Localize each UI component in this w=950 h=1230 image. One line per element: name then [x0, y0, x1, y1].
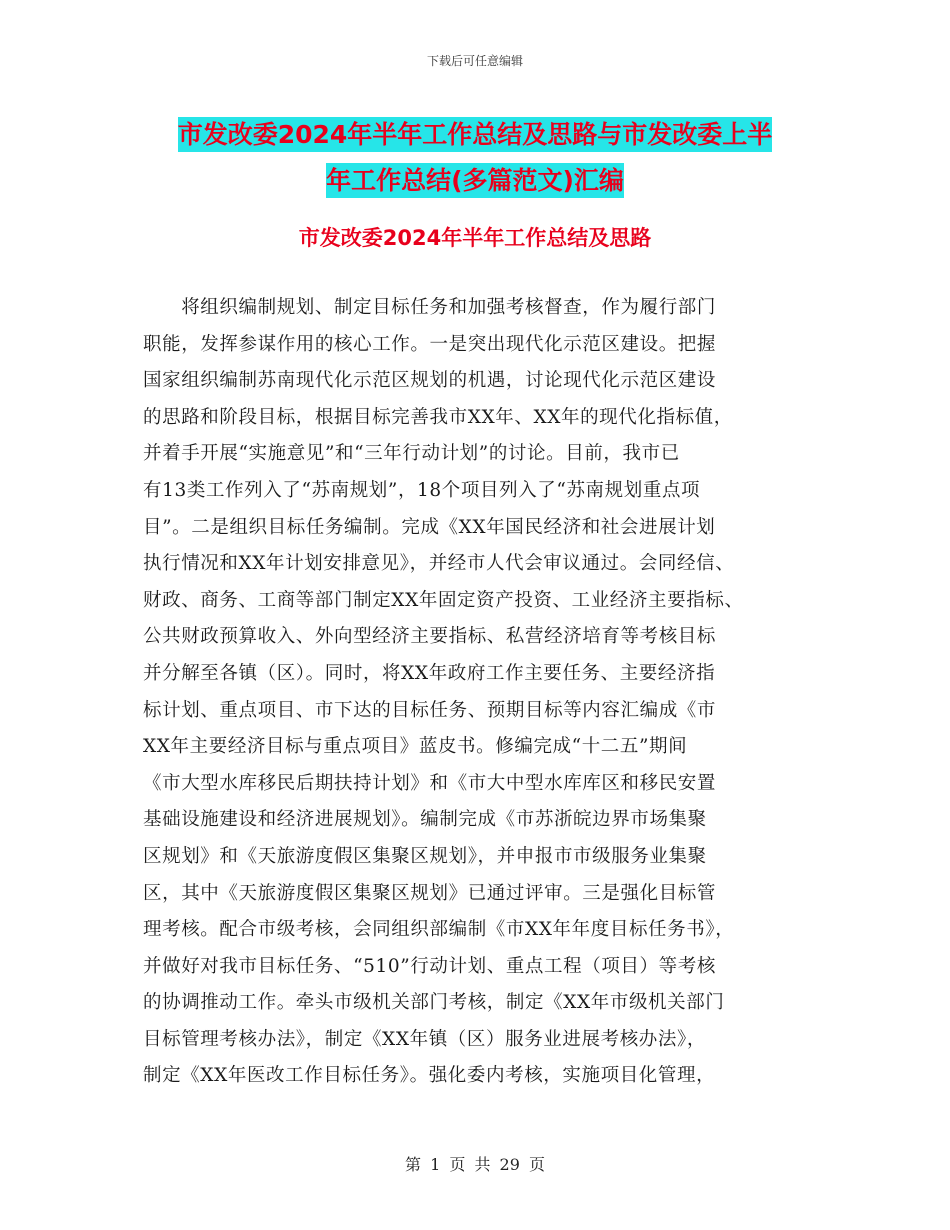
- body-line: 的思路和阶段目标，根据目标完善我市XX年、XX年的现代化指标值，: [143, 406, 733, 428]
- body-line: 执行情况和XX年计划安排意见》，并经市人代会审议通过。会同经信、: [143, 553, 735, 575]
- body-line: 公共财政预算收入、外向型经济主要指标、私营经济培育等考核目标: [143, 626, 717, 648]
- body-line: 目标管理考核办法》，制定《XX年镇（区）服务业进展考核办法》，: [143, 1028, 706, 1050]
- body-line: 国家组织编制苏南现代化示范区规划的机遇，讨论现代化示范区建设: [143, 370, 717, 392]
- body-line: 基础设施建设和经济进展规划》。编制完成《市苏浙皖边界市场集聚: [143, 809, 707, 831]
- body-line: 将组织编制规划、制定目标任务和加强考核督查，作为履行部门: [143, 297, 717, 318]
- body-line: 理考核。配合市级考核，会同组织部编制《市XX年年度目标任务书》，: [143, 919, 735, 941]
- body-line: 《市大型水库移民后期扶持计划》和《市大中型水库库区和移民安置: [143, 772, 717, 794]
- body-line: 区，其中《天旅游度假区集聚区规划》已通过评审。三是强化目标管: [143, 882, 717, 904]
- body-line: 并做好对我市目标任务、“510”行动计划、重点工程（项目）等考核: [143, 955, 716, 977]
- document-title: [140, 112, 810, 204]
- body-line: 标计划、重点项目、市下达的目标任务、预期目标等内容汇编成《市: [143, 699, 717, 721]
- body-line: 并着手开展“实施意见”和“三年行动计划”的讨论。目前，我市已: [143, 443, 680, 465]
- page-number-footer: 第 1 页 共 29 页: [405, 1155, 545, 1174]
- body-line: 目”。二是组织目标任务编制。完成《XX年国民经济和社会进展计划: [143, 516, 716, 538]
- body-line: 有13类工作列入了“苏南规划”，18个项目列入了“苏南规划重点项: [143, 479, 701, 501]
- body-line: 制定《XX年医改工作目标任务》。强化委内考核，实施项目化管理，: [143, 1065, 716, 1087]
- body-paragraph: [143, 290, 815, 1095]
- section-title: 市发改委2024年半年工作总结及思路: [298, 226, 652, 250]
- document-title-line-1: 市发改委2024年半年工作总结及思路与市发改委上半: [178, 117, 773, 152]
- document-title-line-2: 年工作总结(多篇范文)汇编: [326, 163, 624, 198]
- body-line: 的协调推动工作。牵头市级机关部门考核，制定《XX年市级机关部门: [143, 992, 725, 1014]
- page-header: 下载后可任意编辑: [426, 54, 523, 68]
- body-line: 财政、商务、工商等部门制定XX年固定资产投资、工业经济主要指标、: [143, 589, 744, 611]
- body-line: 并分解至各镇（区）。同时，将XX年政府工作主要任务、主要经济指: [143, 662, 716, 684]
- body-line: 职能，发挥参谋作用的核心工作。一是突出现代化示范区建设。把握: [143, 333, 717, 355]
- body-line: XX年主要经济目标与重点项目》蓝皮书。修编完成“十二五”期间: [143, 736, 688, 758]
- body-line: 区规划》和《天旅游度假区集聚区规划》，并申报市市级服务业集聚: [143, 845, 707, 867]
